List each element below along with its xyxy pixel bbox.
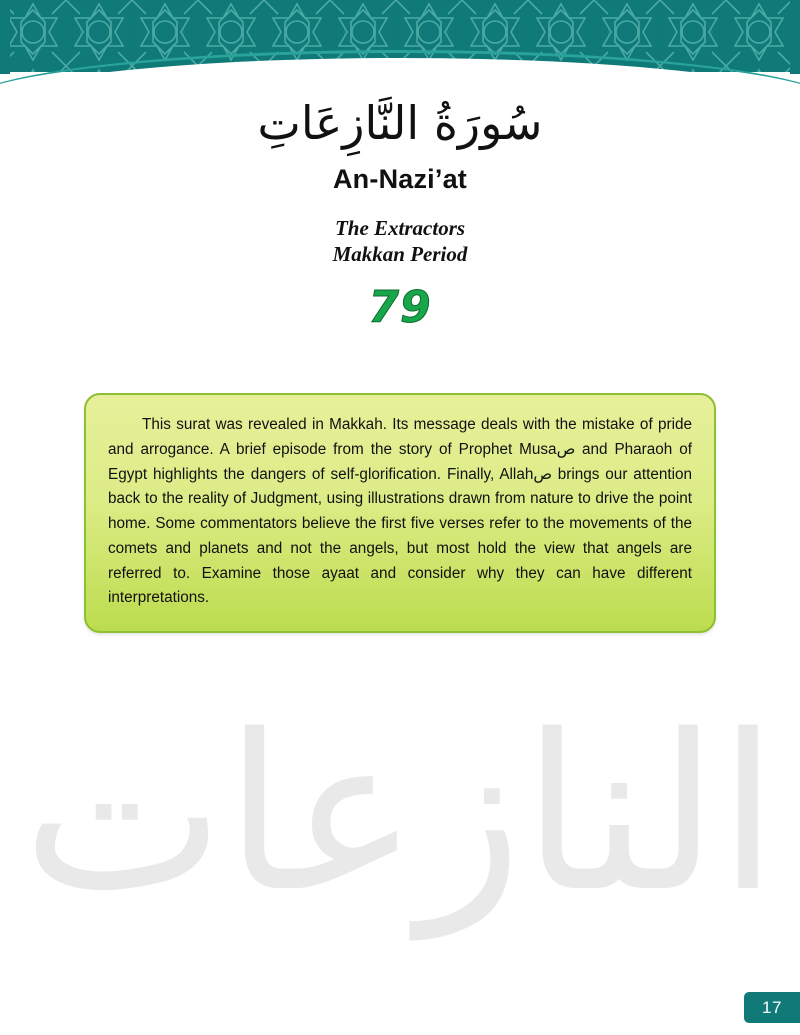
top-decorative-banner xyxy=(0,0,800,86)
surah-transliteration: An-Nazi’at xyxy=(332,164,467,195)
surah-revelation-period: Makkan Period xyxy=(332,242,468,267)
surah-arabic-title: سُورَةُ النَّازِعَاتِ xyxy=(257,96,543,150)
surah-introduction-box xyxy=(84,393,716,633)
arabic-watermark-calligraphy: النازعات xyxy=(22,688,778,939)
banner-left-rail xyxy=(0,0,10,74)
page-number: 17 xyxy=(762,997,782,1017)
page-number-tab xyxy=(744,992,800,1023)
surah-introduction-text: This surat was revealed in Makkah. Its message deals with the mistake of pride and arrogance. A brief episode from the story of Prophet Musaص and Pharaoh of Egypt highlights the dangers of self-glorification. Finally, Allahص brings our attention back to the reality of Judgment, using illustrations drawn from nature to drive the point home. Some commentators believe the first five verses refer to the movements of the comets and planets and not the angels, but most hold the view that angels are referred to. Examine those ayaat and consider why they can have different interpretations. xyxy=(108,416,692,607)
banner-right-rail xyxy=(790,0,800,74)
surah-title-block xyxy=(0,92,800,333)
surah-number: 79 xyxy=(368,281,432,333)
surah-meaning: The Extractors xyxy=(334,216,466,241)
